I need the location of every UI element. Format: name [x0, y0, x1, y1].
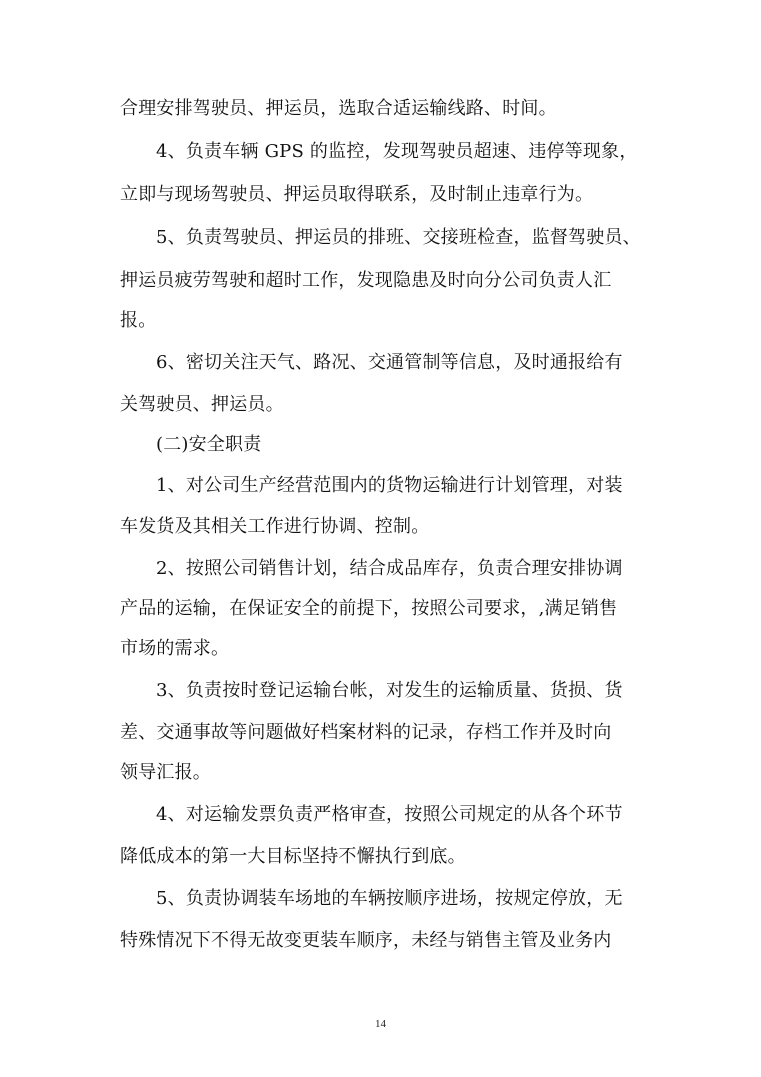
text-line: 4、负责车辆 GPS 的监控，发现驾驶员超速、违停等现象，: [156, 141, 638, 162]
text-line: 1、对公司生产经营范围内的货物运输进行计划管理，对装: [156, 475, 623, 496]
text-line: 5、负责驾驶员、押运员的排班、交接班检查，监督驾驶员、: [156, 227, 641, 248]
text-line: 立即与现场驾驶员、押运员取得联系，及时制止违章行为。: [120, 184, 594, 205]
text-line: 2、按照公司销售计划，结合成品库存，负责合理安排协调: [156, 558, 623, 579]
text-line: 4、对运输发票负责严格审查，按照公司规定的从各个环节: [156, 804, 623, 825]
text-line: 报。: [120, 310, 157, 331]
text-line: 差、交通事故等问题做好档案材料的记录，存档工作并及时向: [120, 722, 612, 743]
text-line: 押运员疲劳驾驶和超时工作，发现隐患及时向分公司负责人汇: [120, 270, 612, 291]
text-line: 领导汇报。: [120, 762, 211, 783]
text-line: 5、负责协调装车场地的车辆按顺序进场，按规定停放，无: [156, 888, 623, 909]
text-line: 6、密切关注天气、路况、交通管制等信息，及时通报给有: [156, 352, 623, 373]
section-heading: (二)安全职责: [156, 434, 262, 455]
text-line: 合理安排驾驶员、押运员，选取合适运输线路、时间。: [120, 98, 557, 119]
page-number: 14: [375, 1018, 386, 1030]
text-line: 产品的运输，在保证安全的前提下，按照公司要求，,满足销售: [120, 598, 618, 619]
text-line: 车发货及其相关工作进行协调、控制。: [120, 516, 430, 537]
text-line: 市场的需求。: [120, 638, 230, 659]
text-line: 特殊情况下不得无故变更装车顺序，未经与销售主管及业务内: [120, 930, 612, 951]
text-line: 降低成本的第一大目标坚持不懈执行到底。: [120, 846, 466, 867]
text-line: 3、负责按时登记运输台帐，对发生的运输质量、货损、货: [156, 680, 623, 701]
text-line: 关驾驶员、押运员。: [120, 394, 284, 415]
